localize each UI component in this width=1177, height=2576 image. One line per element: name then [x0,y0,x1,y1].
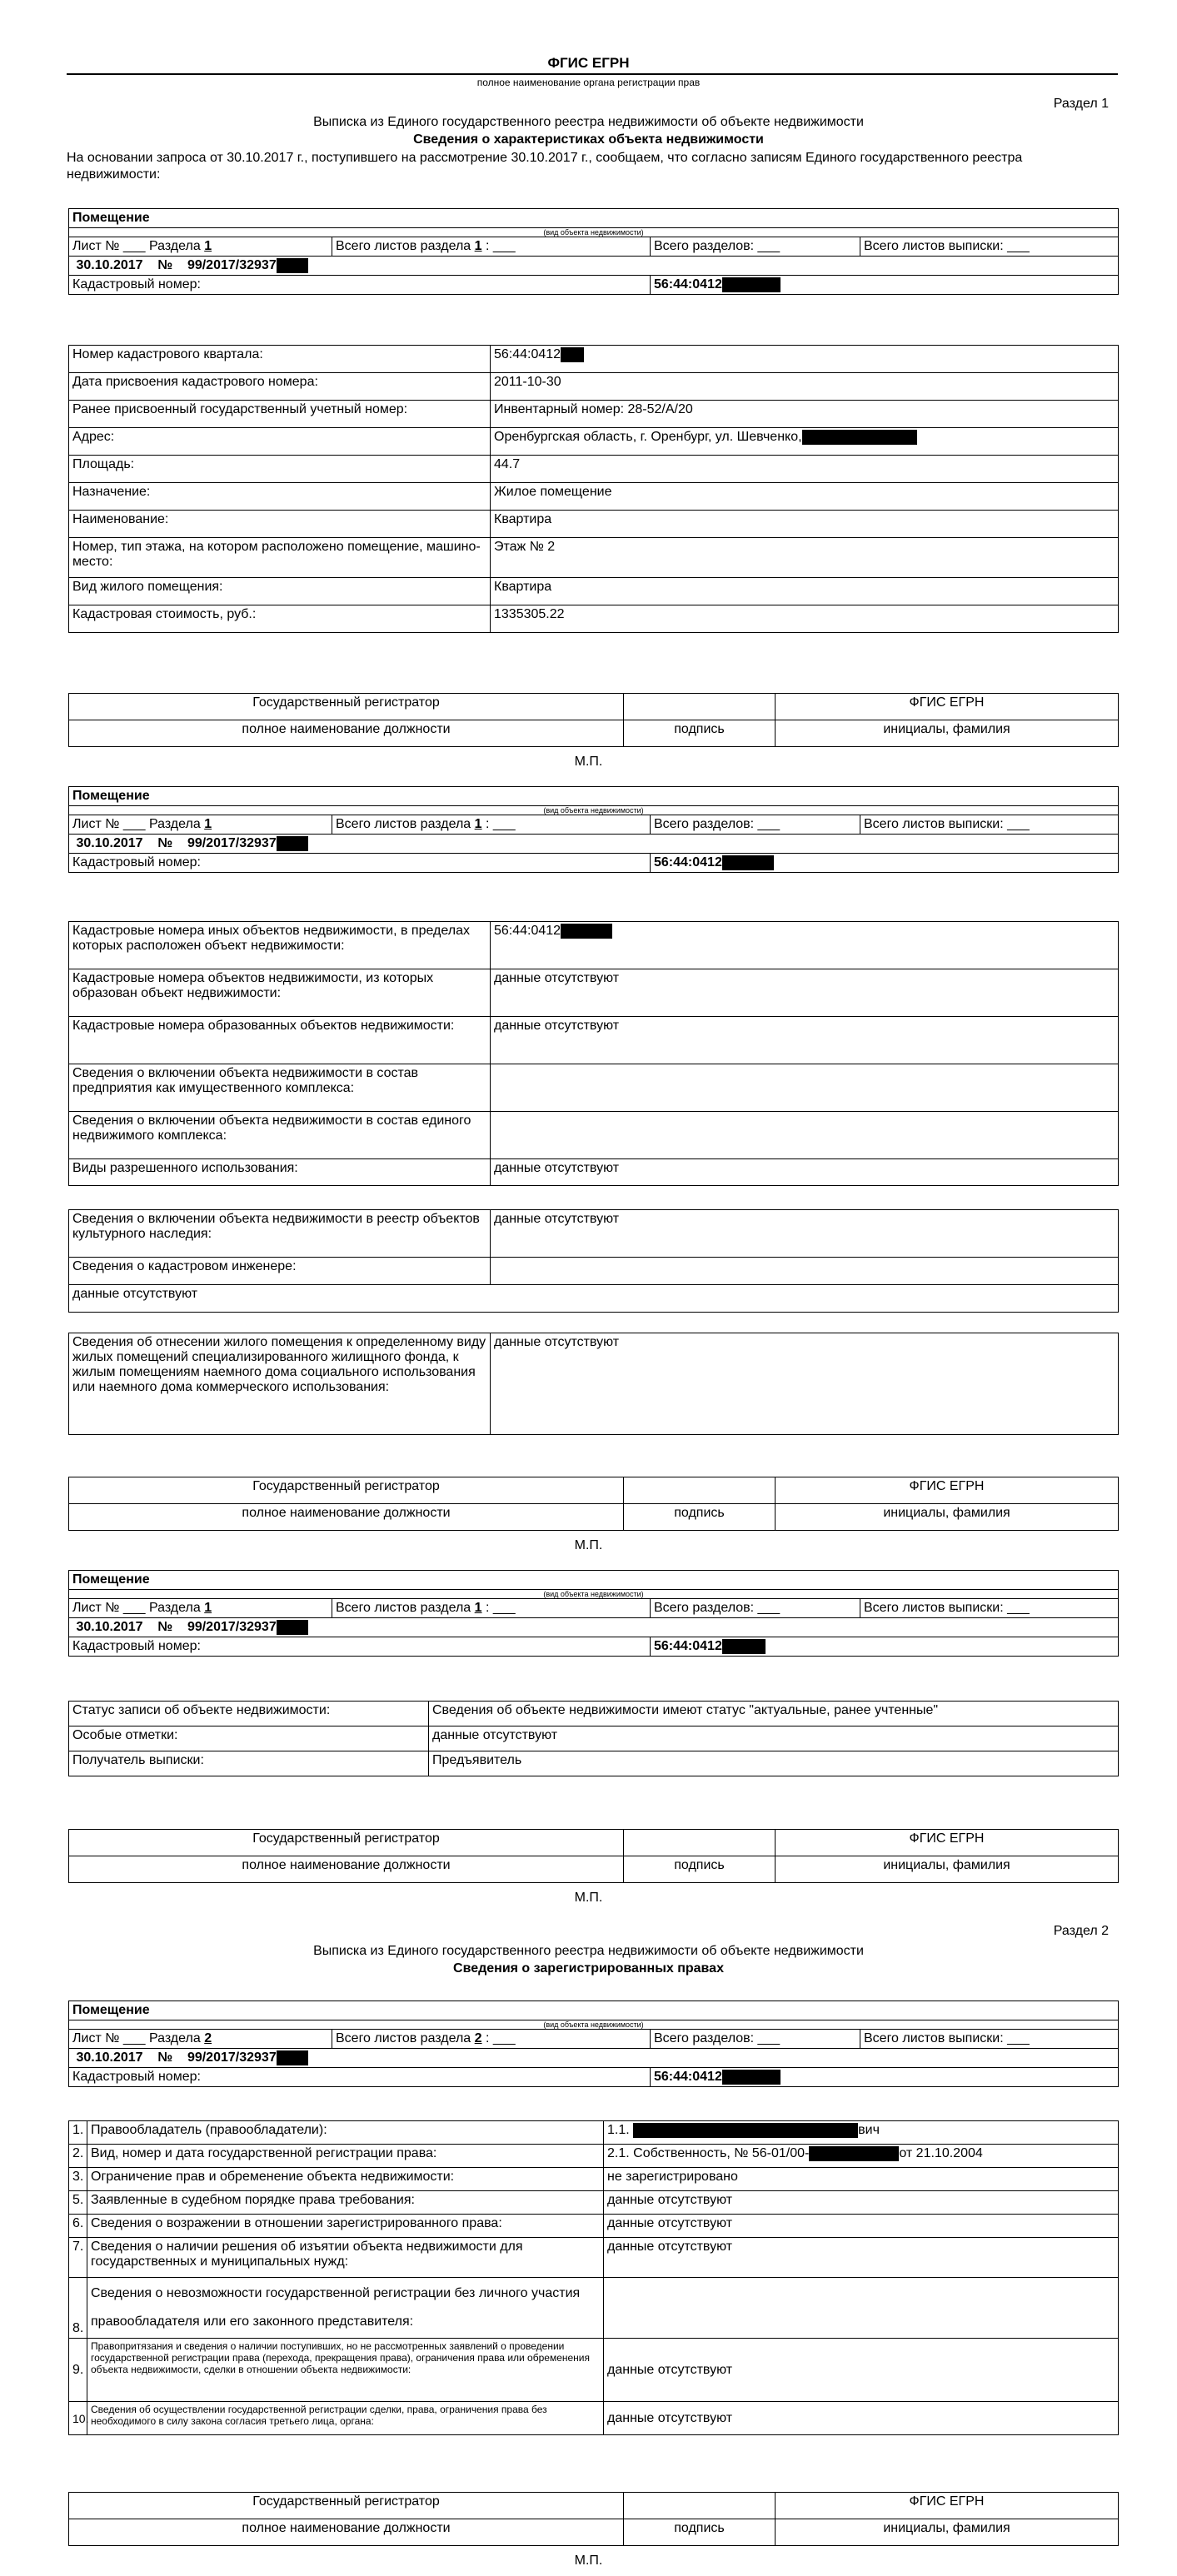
object-header-block-2: Помещение (вид объекта недвижимости) Лист № ___ Раздела 1 Всего листов раздела 1 : ___ Всего разделов: ___ Всего листов выписки: ___ 30.10.2017 № 99/2017/32937 Кадастровый номер: 56:44:0412 [68,786,1119,873]
char-value: Квартира [491,511,1119,538]
char-label: Ранее присвоенный государственный учетный номер: [69,401,491,428]
total-sheets-extract-cell: Всего листов выписки: ___ [860,237,1119,257]
org-label: ФГИС ЕГРН [776,694,1119,720]
section-2-label: Раздел 2 [1053,1924,1109,1938]
stamp-place: М.П. [574,1891,603,1905]
object-header-block-1 [68,208,1119,295]
date-number-row: 30.10.2017 № 99/2017/32937 [69,257,1119,276]
object-header-block-3: Помещение (вид объекта недвижимости) Лист № ___ Раздела 1 Всего листов раздела 1 : ___ Всего разделов: ___ Всего листов выписки: ___ 30.10.2017 № 99/2017/32937 Кадастровый номер: 56:44:0412 [68,1570,1119,1657]
char-label: Кадастровая стоимость, руб.: [69,605,491,633]
total-sheets-section-cell: Всего листов раздела 1 : ___ [332,237,651,257]
cad-value: 56:44:0412 [651,276,1119,295]
object-type-note: (вид объекта недвижимости) [69,806,1119,815]
char-value: Этаж № 2 [491,538,1119,578]
char-value: 56:44:0412 [491,346,1119,373]
char-label: Номер кадастрового квартала: [69,346,491,373]
char-label: Адрес: [69,428,491,456]
signature-block-4: Государственный регистратор ФГИС ЕГРН полное наименование должности подпись инициалы, фамилия [68,2492,1119,2546]
char-label: Наименование: [69,511,491,538]
date-number-row: 30.10.2017 № 99/2017/32937 [69,835,1119,854]
stamp-place: М.П. [574,2554,603,2568]
object-header-block-4: Помещение (вид объекта недвижимости) Лист № ___ Раздела 2 Всего листов раздела 2 : ___ Всего разделов: ___ Всего листов выписки: ___ 30.10.2017 № 99/2017/32937 Кадастровый номер: 56:44:0412 [68,2001,1119,2087]
char-value: Квартира [491,578,1119,605]
signature-block-3: Государственный регистратор ФГИС ЕГРН полное наименование должности подпись инициалы, фамилия [68,1829,1119,1883]
section-2-subheading: Сведения о зарегистрированных правах [453,1961,724,1976]
object-type-note: (вид объекта недвижимости) [69,228,1119,237]
org-title: ФГИС ЕГРН [547,55,630,71]
signature-block-1 [68,693,1119,747]
section-1-subheading: Сведения о характеристиках объекта недвижимости [413,132,764,147]
registrar-label: Государственный регистратор [69,694,624,720]
char-label: Назначение: [69,483,491,511]
total-sections-cell: Всего разделов: ___ [651,237,860,257]
char-label: Вид жилого помещения: [69,578,491,605]
char-label: Площадь: [69,456,491,483]
sign-label: подпись [624,720,776,747]
title-underline [67,73,1118,75]
redaction [277,258,308,273]
char-value: Жилое помещение [491,483,1119,511]
redaction [722,277,781,292]
char-value: Инвентарный номер: 28-52/А/20 [491,401,1119,428]
section-1-heading: Выписка из Единого государственного реестра недвижимости об объекте недвижимости [313,115,864,129]
status-table: Статус записи об объекте недвижимости: Сведения об объекте недвижимости имеют статус "актуальные, ранее учтенные" Особые отметки: данные отсутствуют Получатель выписки: Предъявитель [68,1701,1119,1776]
intro-paragraph: На основании запроса от 30.10.2017 г., поступившего на рассмотрение 30.10.2017 г., сообщаем, что согласно записям Единого государственного реестра недвижимости: [67,151,1023,182]
char-value: 1335305.22 [491,605,1119,633]
org-subtitle: полное наименование органа регистрации прав [476,77,701,88]
sheet-number-cell: Лист № ___ Раздела 1 [69,237,332,257]
char-value: 2011-10-30 [491,373,1119,401]
char-value: 44.7 [491,456,1119,483]
cad-label: Кадастровый номер: [69,276,651,295]
object-type: Помещение [69,787,1119,806]
object-type: Помещение [69,209,1119,228]
position-label: полное наименование должности [69,720,624,747]
section-1-label: Раздел 1 [1053,97,1109,111]
signature-block-2: Государственный регистратор ФГИС ЕГРН полное наименование должности подпись инициалы, фамилия [68,1477,1119,1531]
stamp-place: М.П. [574,1538,603,1552]
char-label: Номер, тип этажа, на котором расположено помещение, машино-место: [69,538,491,578]
section-2-heading: Выписка из Единого государственного реестра недвижимости об объекте недвижимости [313,1944,864,1958]
fund-table: Сведения об отнесении жилого помещения к определенному виду жилых помещений специализированного жилищного фонда, к жилым помещениям наемного дома социального использования или наемного дома коммерческого использования: данные отсутствуют [68,1333,1119,1435]
characteristics-table [68,345,1119,633]
initials-label: инициалы, фамилия [776,720,1119,747]
sheet2-table: Кадастровые номера иных объектов недвижимости, в пределах которых расположен объект недвижимости: 56:44:0412 Кадастровые номера объектов недвижимости, из которых образован объект недвижимости: данные отсутствуют Кадастровые номера образованных объектов недвижимости: данные отсутствуют Сведения о включении объекта недвижимости в состав предприятия как имущественного комплекса: Сведения о включении объекта недвижимости в состав единого недвижимого комплекса: Виды разрешенного использования: данные отсутствуют [68,921,1119,1186]
heritage-table: Сведения о включении объекта недвижимости в реестр объектов культурного наследия: данные отсутствуют Сведения о кадастровом инженере: данные отсутствуют [68,1209,1119,1313]
rights-table: 1. Правообладатель (правообладатели): 1.1. вич 2. Вид, номер и дата государственной регистрации права: 2.1. Собственность, № 56-01/00- от 21.10.2004 3. Ограничение прав и обременение объекта недвижимости: не зарегистрировано 5. Заявленные в судебном порядке права требования: данные отсутствуют 6. Сведения о возражении в отношении зарегистрированного права: данные отсутствуют 7. Сведения о наличии решения об изъятии объекта недвижимости для государственных и муниципальных нужд: данные отсутствуют 8. Сведения о невозможности государственной регистрации без личного участия правообладателя или его законного представителя: 9. Правопритязания и сведения о наличии поступивших, но не рассмотренных заявлений о проведении государственной регистрации права (перехода, прекращения права), ограничения права или обременения объекта недвижимости, сделки в отношении объекта недвижимости: данные отсутствуют 10. Сведения об осуществлении государственной регистрации сделки, права, ограничения права без необходимого в силу закона согласия третьего лица, органа: данные отсутствуют [68,2120,1119,2435]
char-value: Оренбургская область, г. Оренбург, ул. Шевченко, [491,428,1119,456]
stamp-place: М.П. [574,755,603,769]
char-label: Дата присвоения кадастрового номера: [69,373,491,401]
